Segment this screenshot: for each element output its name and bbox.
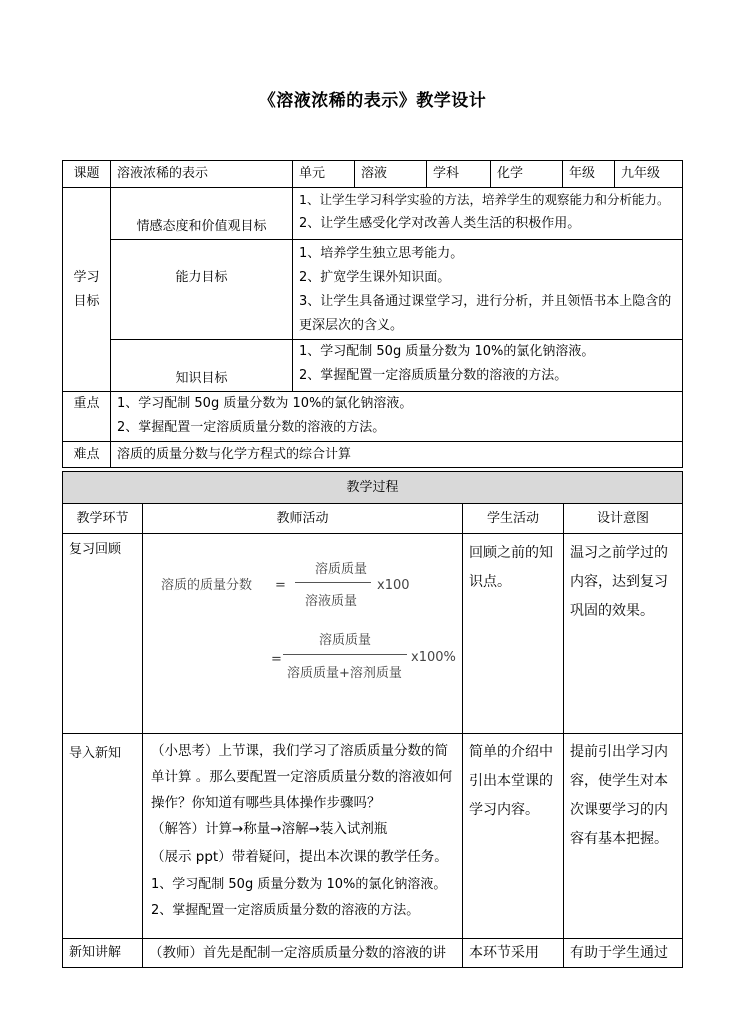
formula-mul1: x100 <box>377 578 410 593</box>
xueke-value: 化学 <box>491 161 563 188</box>
review-teacher <box>143 534 463 734</box>
intro-teacher: （小思考）上节课，我们学习了溶质质量分数的简单计算 。那么要配置一定溶质质量分数的溶液如何操作？你知道有哪些具体操作步骤吗？ （解答）计算→称量→溶解→装入试剂瓶 （展示 ppt）带着疑问，提出本次课的教学任务。 1、学习配制 50g 质量分数为 10%的氯化钠溶液。 2、掌握配置一定溶质质量分数的溶液的方法。 <box>143 734 463 939</box>
keti-label: 课题 <box>63 161 111 188</box>
danyuan-value: 溶液 <box>355 161 427 188</box>
ability-goal-label: 能力目标 <box>111 240 293 340</box>
intro-intent: 提前引出学习内容，使学生对本次课要学习的内容有基本把握。 <box>564 734 683 939</box>
knowledge-goal-label: 知识目标 <box>111 340 293 392</box>
review-stage: 复习回顾 <box>63 534 143 734</box>
info-table <box>62 160 683 468</box>
col-intent-header: 设计意图 <box>564 504 683 534</box>
process-header: 教学过程 <box>63 472 683 504</box>
nianji-value: 九年级 <box>615 161 683 188</box>
formula-num1: 溶质质量 <box>315 562 368 577</box>
intro-student: 简单的介绍中引出本堂课的学习内容。 <box>463 734 564 939</box>
ability-goal-content: 1、培养学生独立思考能力。 2、扩宽学生课外知识面。 3、让学生具备通过课堂学习，进行分析，并且领悟书本上隐含的更深层次的含义。 <box>293 240 683 340</box>
danyuan-label: 单元 <box>293 161 355 188</box>
review-intent: 温习之前学过的内容，达到复习巩固的效果。 <box>564 534 683 734</box>
mass-fraction-formula <box>143 534 463 694</box>
formula-eq2: = <box>271 652 282 667</box>
new-teacher: （教师）首先是配制一定溶质质量分数的溶液的讲 <box>143 939 463 968</box>
nianji-label: 年级 <box>563 161 615 188</box>
key-points-content: 1、学习配制 50g 质量分数为 10%的氯化钠溶液。 2、掌握配置一定溶质质量分数的溶液的方法。 <box>111 392 683 442</box>
new-student: 本环节采用 <box>463 939 564 968</box>
knowledge-goal-content: 1、学习配制 50g 质量分数为 10%的氯化钠溶液。 2、掌握配置一定溶质质量分数的溶液的方法。 <box>293 340 683 392</box>
formula-bar1 <box>295 582 371 583</box>
formula-lhs: 溶质的质量分数 <box>161 578 253 593</box>
review-student: 回顾之前的知识点。 <box>463 534 564 734</box>
formula-bar2 <box>283 654 407 655</box>
difficulty-content: 溶质的质量分数与化学方程式的综合计算 <box>111 442 683 468</box>
formula-mul2: x100% <box>411 650 456 665</box>
col-student-header: 学生活动 <box>463 504 564 534</box>
new-stage: 新知讲解 <box>63 939 143 968</box>
col-teacher-header: 教师活动 <box>143 504 463 534</box>
formula-num2: 溶质质量 <box>319 633 372 648</box>
intro-stage: 导入新知 <box>63 734 143 939</box>
emotion-goal-label: 情感态度和价值观目标 <box>111 188 293 240</box>
key-points-label: 重点 <box>63 392 111 442</box>
keti-value: 溶液浓稀的表示 <box>111 161 293 188</box>
formula-den1: 溶液质量 <box>305 594 358 609</box>
formula-eq1: = <box>275 578 286 593</box>
new-intent: 有助于学生通过 <box>564 939 683 968</box>
goals-label: 学习 目标 <box>63 188 111 392</box>
col-stage-header: 教学环节 <box>63 504 143 534</box>
xueke-label: 学科 <box>427 161 491 188</box>
emotion-goal-content: 1、让学生学习科学实验的方法，培养学生的观察能力和分析能力。 2、让学生感受化学对改善人类生活的积极作用。 <box>293 188 683 240</box>
document-title: 《溶液浓稀的表示》教学设计 <box>258 91 487 111</box>
formula-den2: 溶质质量+溶剂质量 <box>287 666 402 681</box>
process-table <box>62 471 683 968</box>
difficulty-label: 难点 <box>63 442 111 468</box>
